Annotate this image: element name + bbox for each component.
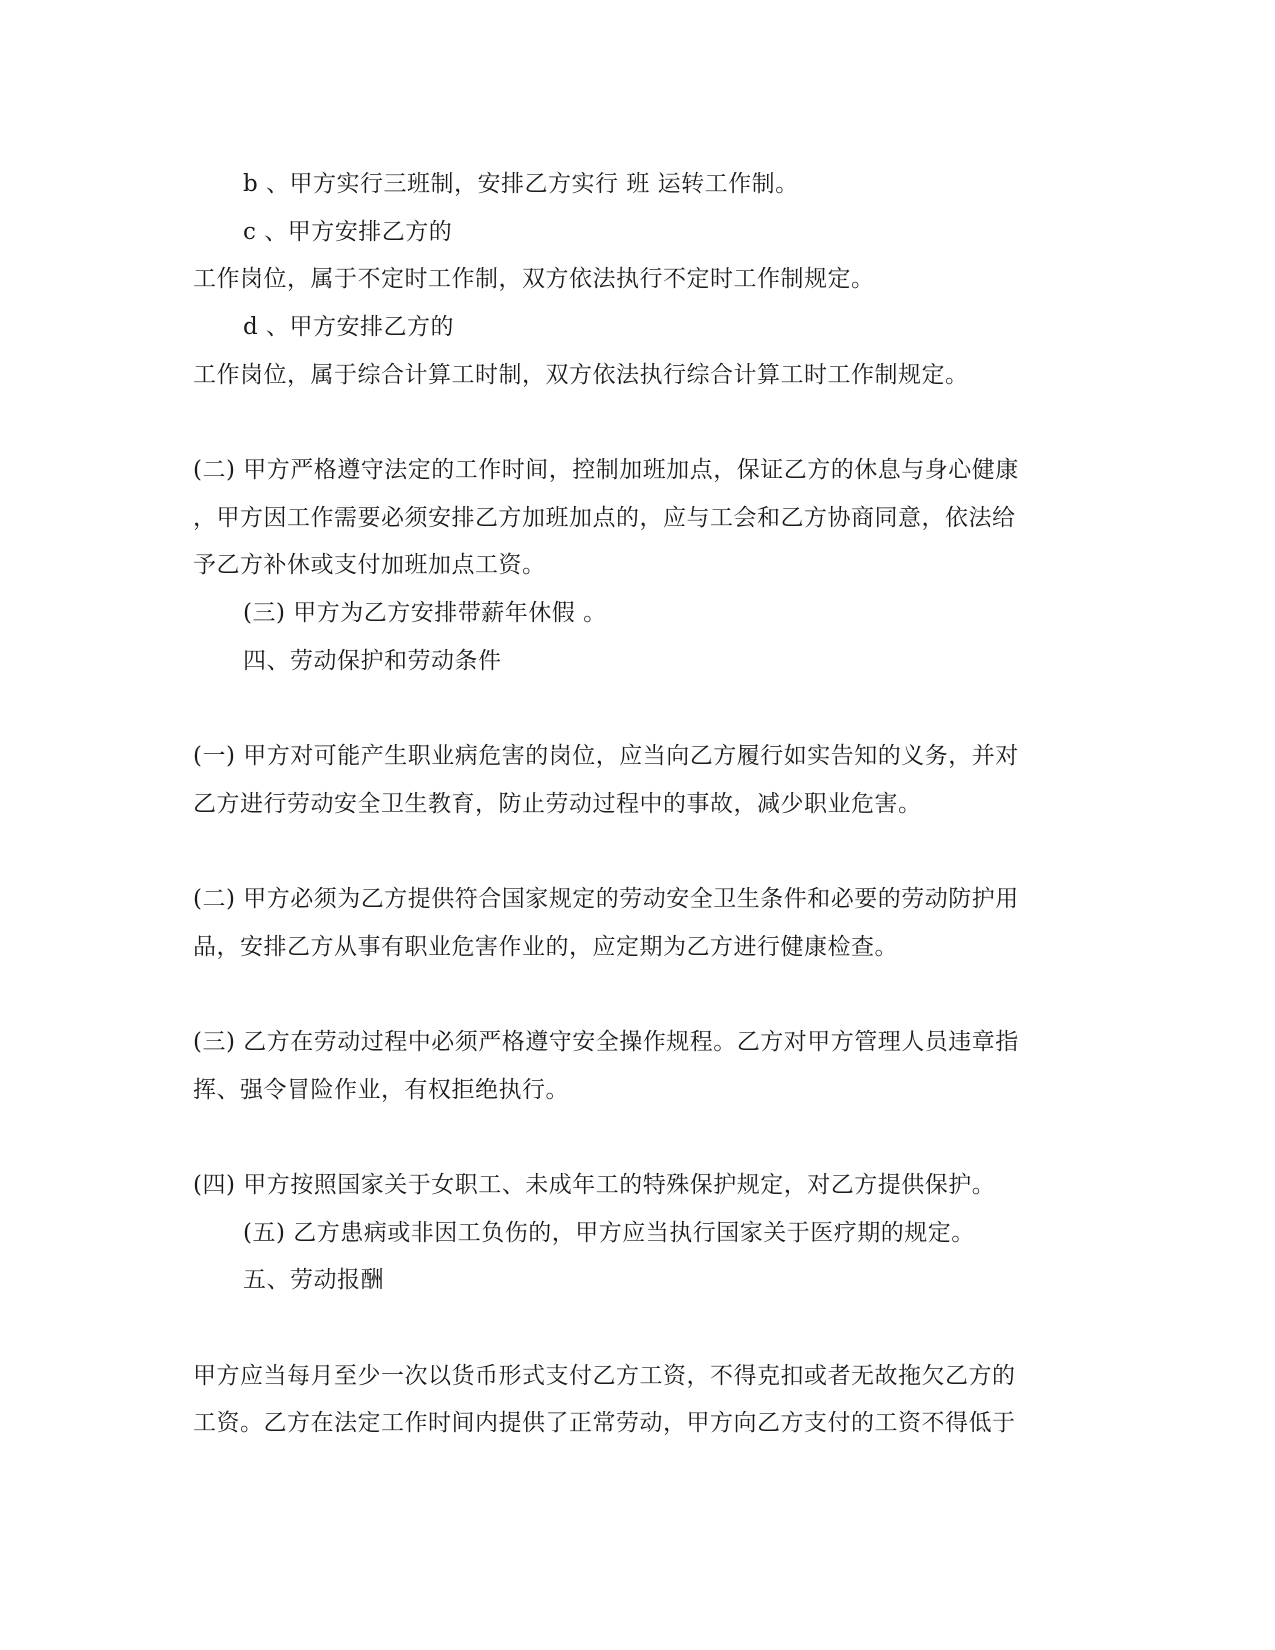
text-line: (二) 甲方必须为乙方提供符合国家规定的劳动安全卫生条件和必要的劳动防护用 [193, 886, 1019, 912]
text-line: 工作岗位，属于不定时工作制，双方依法执行不定时工作制规定。 [193, 266, 875, 292]
text-line: (三) 甲方为乙方安排带薪年休假 。 [243, 600, 607, 626]
text-line: 予乙方补休或支付加班加点工资。 [193, 552, 546, 578]
section-heading: 五、劳动报酬 [243, 1267, 384, 1293]
text-line: 甲方应当每月至少一次以货币形式支付乙方工资，不得克扣或者无故拖欠乙方的 [193, 1363, 1016, 1389]
text-line: 工资。乙方在法定工作时间内提供了正常劳动，甲方向乙方支付的工资不得低于 [193, 1410, 1016, 1436]
text-line: (一) 甲方对可能产生职业病危害的岗位，应当向乙方履行如实告知的义务，并对 [193, 743, 1019, 769]
text-line: 工作岗位，属于综合计算工时制，双方依法执行综合计算工时工作制规定。 [193, 362, 969, 388]
text-line: c 、甲方安排乙方的 [243, 219, 453, 245]
text-line: (三) 乙方在劳动过程中必须严格遵守安全操作规程。乙方对甲方管理人员违章指 [193, 1029, 1019, 1055]
text-line: (四) 甲方按照国家关于女职工、未成年工的特殊保护规定，对乙方提供保护。 [193, 1172, 996, 1198]
text-line: b 、甲方实行三班制，安排乙方实行 班 运转工作制。 [243, 171, 799, 197]
text-line: (五) 乙方患病或非因工负伤的，甲方应当执行国家关于医疗期的规定。 [243, 1220, 975, 1246]
text-line: 品，安排乙方从事有职业危害作业的，应定期为乙方进行健康检查。 [193, 934, 898, 960]
text-line: 乙方进行劳动安全卫生教育，防止劳动过程中的事故，减少职业危害。 [193, 791, 922, 817]
text-line: ，甲方因工作需要必须安排乙方加班加点的，应与工会和乙方协商同意，依法给 [193, 505, 1016, 531]
text-line: d 、甲方安排乙方的 [243, 314, 455, 340]
text-line: (二) 甲方严格遵守法定的工作时间，控制加班加点，保证乙方的休息与身心健康 [193, 457, 1019, 483]
text-line: 挥、强令冒险作业，有权拒绝执行。 [193, 1077, 569, 1103]
section-heading: 四、劳动保护和劳动条件 [243, 648, 502, 674]
